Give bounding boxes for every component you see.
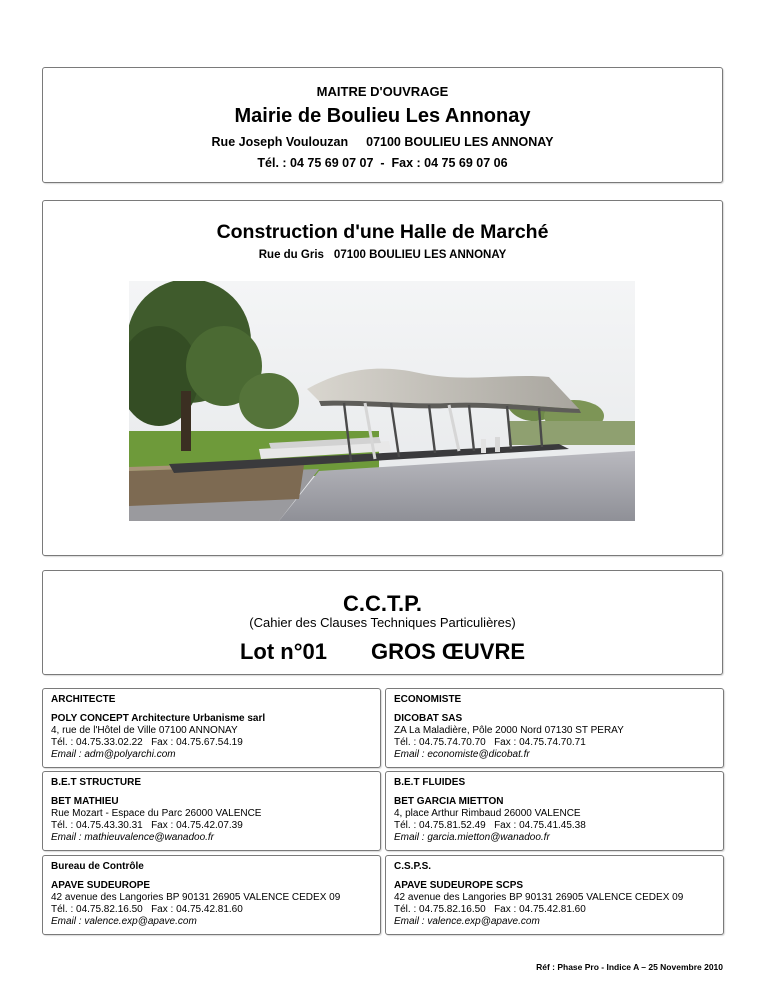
contact-company: POLY CONCEPT Architecture Urbanisme sarl (51, 713, 266, 724)
contact-company: DICOBAT SAS (394, 713, 463, 724)
project-address (43, 249, 722, 261)
cctp-lot (43, 639, 722, 665)
owner-box (42, 67, 723, 183)
contact-company: BET MATHIEU (51, 796, 119, 807)
project-city: 07100 BOULIEU LES ANNONAY (333, 249, 507, 261)
owner-phone: Tél. : 04 75 69 07 07 - Fax : 04 75 69 07 06 (257, 156, 508, 170)
contact-economiste (385, 688, 724, 768)
contact-phone: Tél. : 04.75.74.70.70 Fax : 04.75.74.70.71 (394, 737, 586, 748)
lot-number: Lot n°01 (239, 639, 327, 664)
contact-email: Email : garcia.mietton@wanadoo.fr (394, 832, 550, 843)
contact-phone: Tél. : 04.75.82.16.50 Fax : 04.75.42.81.60 (51, 904, 243, 915)
contact-phone: Tél. : 04.75.43.30.31 Fax : 04.75.42.07.39 (51, 820, 243, 831)
cctp-title: C.C.T.P. (342, 591, 423, 616)
lot-name: GROS ŒUVRE (371, 639, 526, 664)
contact-role: C.S.P.S. (394, 861, 432, 872)
contact-email: Email : valence.exp@apave.com (51, 916, 197, 927)
contact-role: ARCHITECTE (51, 694, 116, 705)
contact-phone: Tél. : 04.75.81.52.49 Fax : 04.75.41.45.38 (394, 820, 586, 831)
contact-role: Bureau de Contrôle (51, 861, 144, 872)
project-street: Rue du Gris (258, 249, 324, 261)
contact-address: 42 avenue des Langories BP 90131 26905 VALENCE CEDEX 09 (394, 892, 684, 903)
owner-name: Mairie de Boulieu Les Annonay (234, 105, 531, 127)
contact-bet-fluides (385, 771, 724, 851)
contact-address: 4, place Arthur Rimbaud 26000 VALENCE (394, 808, 581, 819)
document-reference: Réf : Phase Pro - Indice A – 25 Novembre 2010 (536, 962, 723, 972)
contact-bet-structure (42, 771, 381, 851)
project-title: Construction d'une Halle de Marché (216, 221, 549, 243)
cctp-box (42, 570, 723, 675)
contact-address: ZA La Maladière, Pôle 2000 Nord 07130 ST PERAY (394, 725, 624, 736)
contact-email: Email : economiste@dicobat.fr (394, 749, 530, 760)
contact-role: B.E.T STRUCTURE (51, 777, 141, 788)
owner-street: Rue Joseph Voulouzan (211, 135, 349, 149)
contact-address: Rue Mozart - Espace du Parc 26000 VALENCE (51, 808, 262, 819)
cctp-subtitle: (Cahier des Clauses Techniques Particulières) (249, 615, 516, 630)
contact-email: Email : valence.exp@apave.com (394, 916, 540, 927)
owner-city: 07100 BOULIEU LES ANNONAY (366, 135, 554, 149)
contact-phone: Tél. : 04.75.33.02.22 Fax : 04.75.67.54.19 (51, 737, 243, 748)
contact-architecte (42, 688, 381, 768)
contact-role: B.E.T FLUIDES (394, 777, 466, 788)
contact-address: 42 avenue des Langories BP 90131 26905 VALENCE CEDEX 09 (51, 892, 341, 903)
owner-label: MAITRE D'OUVRAGE (316, 84, 449, 99)
contact-address: 4, rue de l'Hôtel de Ville 07100 ANNONAY (51, 725, 238, 736)
contact-role: ECONOMISTE (394, 694, 462, 705)
contact-email: Email : adm@polyarchi.com (51, 749, 176, 760)
owner-address (43, 135, 722, 149)
contact-company: APAVE SUDEUROPE SCPS (394, 880, 524, 891)
project-box (42, 200, 723, 556)
contact-bureau-controle (42, 855, 381, 935)
contact-phone: Tél. : 04.75.82.16.50 Fax : 04.75.42.81.60 (394, 904, 586, 915)
contact-company: BET GARCIA MIETTON (394, 796, 504, 807)
contact-company: APAVE SUDEUROPE (51, 880, 151, 891)
contact-csps (385, 855, 724, 935)
contact-email: Email : mathieuvalence@wanadoo.fr (51, 832, 215, 843)
market-hall-rendering (129, 281, 635, 521)
